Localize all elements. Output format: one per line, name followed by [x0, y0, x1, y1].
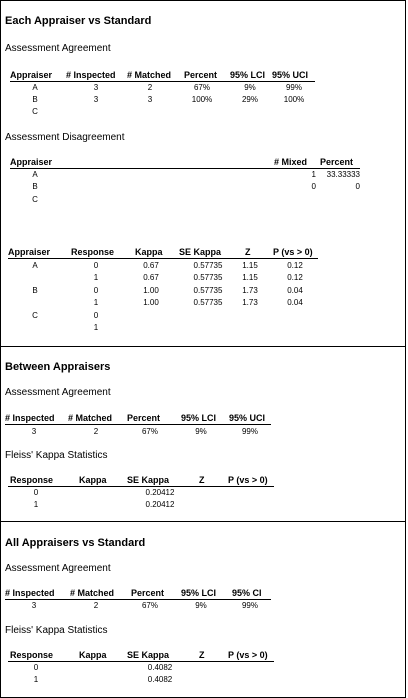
- all-header-lci: 95% LCI: [181, 588, 217, 598]
- table-cell: 0.12: [287, 273, 303, 282]
- kappa-header-response: Response: [71, 247, 115, 257]
- table-cell: 67%: [141, 427, 158, 436]
- table-cell: C: [32, 107, 38, 116]
- table-cell: 33.33333: [326, 170, 360, 179]
- table-cell: 99%: [285, 83, 302, 92]
- fleiss3-header-z: Z: [199, 650, 205, 660]
- fleiss3-header-p: P (vs > 0): [228, 650, 268, 660]
- table-cell: 100%: [283, 95, 305, 104]
- disagreement-header-percent: Percent: [320, 157, 354, 167]
- all-header-percent: Percent: [131, 588, 165, 598]
- kappa-header-se-kappa: SE Kappa: [179, 247, 222, 257]
- table-cell: C: [32, 311, 38, 320]
- table-cell: 1: [33, 675, 39, 684]
- section2-fleiss-label: Fleiss' Kappa Statistics: [5, 450, 108, 461]
- section3-title: All Appraisers vs Standard: [5, 537, 146, 549]
- fleiss-header-z: Z: [199, 475, 205, 485]
- table-cell: 0.67: [143, 261, 159, 270]
- all-header-matched: # Matched: [70, 588, 115, 598]
- table-cell: 0.57735: [193, 298, 223, 307]
- table-cell: 67%: [193, 83, 210, 92]
- table-cell: 0.04: [287, 286, 303, 295]
- kappa-header-rule: [8, 258, 318, 259]
- section3-agreement-label: Assessment Agreement: [5, 563, 111, 574]
- kappa-header-p: P (vs > 0): [273, 247, 313, 257]
- section1-title: Each Appraiser vs Standard: [5, 15, 152, 27]
- fleiss3-header-response: Response: [10, 650, 54, 660]
- table-cell: 1: [93, 298, 99, 307]
- table-cell: A: [32, 170, 38, 179]
- table-cell: 1.73: [242, 286, 258, 295]
- agreement-header-inspected: # Inspected: [66, 70, 116, 80]
- table-cell: 0: [93, 311, 99, 320]
- table-cell: 3: [93, 95, 99, 104]
- table-cell: 3: [93, 83, 99, 92]
- fleiss-header-p: P (vs > 0): [228, 475, 268, 485]
- section2-agreement-label: Assessment Agreement: [5, 387, 111, 398]
- agreement-header-uci: 95% UCI: [272, 70, 309, 80]
- table-cell: 0: [93, 261, 99, 270]
- table-cell: 29%: [241, 95, 258, 104]
- kappa-header-appraiser: Appraiser: [8, 247, 51, 257]
- table-cell: C: [32, 195, 38, 204]
- between-header-rule: [5, 424, 271, 425]
- table-cell: 0.4082: [147, 663, 173, 672]
- between-header-matched: # Matched: [68, 413, 113, 423]
- table-cell: 0.57735: [193, 261, 223, 270]
- table-cell: 0: [355, 182, 360, 191]
- table-cell: 67%: [141, 601, 158, 610]
- between-header-inspected: # Inspected: [5, 413, 55, 423]
- section2-title: Between Appraisers: [5, 361, 111, 373]
- agreement-header-lci: 95% LCI: [230, 70, 266, 80]
- table-cell: 1: [311, 170, 316, 179]
- between-header-percent: Percent: [127, 413, 161, 423]
- table-cell: 2: [93, 427, 99, 436]
- table-cell: 3: [147, 95, 153, 104]
- between-header-lci: 95% LCI: [181, 413, 217, 423]
- table-cell: A: [32, 261, 38, 270]
- table-cell: 0.57735: [193, 286, 223, 295]
- table-cell: 0.4082: [147, 675, 173, 684]
- table-cell: 9%: [244, 83, 256, 92]
- agreement-header-matched: # Matched: [127, 70, 172, 80]
- fleiss-header-kappa: Kappa: [79, 475, 107, 485]
- all-header-inspected: # Inspected: [5, 588, 55, 598]
- fleiss-header-response: Response: [10, 475, 54, 485]
- kappa-header-z: Z: [245, 247, 251, 257]
- agreement-header-percent: Percent: [184, 70, 218, 80]
- table-cell: 9%: [195, 427, 207, 436]
- table-cell: 1.15: [242, 261, 258, 270]
- table-cell: B: [32, 95, 38, 104]
- table-cell: 1: [33, 500, 39, 509]
- agreement-header-appraiser: Appraiser: [10, 70, 53, 80]
- agreement-header-rule: [10, 81, 315, 82]
- table-cell: 0.04: [287, 298, 303, 307]
- table-cell: 1: [93, 273, 99, 282]
- table-cell: 9%: [195, 601, 207, 610]
- table-cell: A: [32, 83, 38, 92]
- table-cell: 0.12: [287, 261, 303, 270]
- section1-disagreement-label: Assessment Disagreement: [5, 132, 125, 143]
- table-cell: 1.00: [143, 286, 159, 295]
- table-cell: 0.20412: [145, 500, 175, 509]
- table-cell: 2: [93, 601, 99, 610]
- table-cell: 0: [33, 663, 39, 672]
- table-cell: 0: [311, 182, 316, 191]
- table-cell: 3: [31, 427, 37, 436]
- between-header-uci: 95% UCI: [229, 413, 266, 423]
- table-cell: 1.73: [242, 298, 258, 307]
- fleiss3-header-se-kappa: SE Kappa: [127, 650, 170, 660]
- table-cell: 1.15: [242, 273, 258, 282]
- all-header-ci: 95% CI: [232, 588, 262, 598]
- disagreement-header-appraiser: Appraiser: [10, 157, 53, 167]
- table-cell: 100%: [191, 95, 213, 104]
- table-cell: 2: [147, 83, 153, 92]
- table-cell: B: [32, 182, 38, 191]
- table-cell: 0.67: [143, 273, 159, 282]
- table-cell: 0: [33, 488, 39, 497]
- fleiss3-header-kappa: Kappa: [79, 650, 107, 660]
- table-cell: 99%: [241, 427, 258, 436]
- table-cell: 1: [93, 323, 99, 332]
- table-cell: 0.20412: [145, 488, 175, 497]
- table-cell: 0.57735: [193, 273, 223, 282]
- table-cell: 99%: [241, 601, 258, 610]
- kappa-header-kappa: Kappa: [135, 247, 163, 257]
- section3-fleiss-label: Fleiss' Kappa Statistics: [5, 625, 108, 636]
- table-cell: 0: [93, 286, 99, 295]
- fleiss-header-se-kappa: SE Kappa: [127, 475, 170, 485]
- table-cell: 1.00: [143, 298, 159, 307]
- section1-agreement-label: Assessment Agreement: [5, 43, 111, 54]
- disagreement-header-mixed: # Mixed: [274, 157, 308, 167]
- table-cell: B: [32, 286, 38, 295]
- table-cell: 3: [31, 601, 37, 610]
